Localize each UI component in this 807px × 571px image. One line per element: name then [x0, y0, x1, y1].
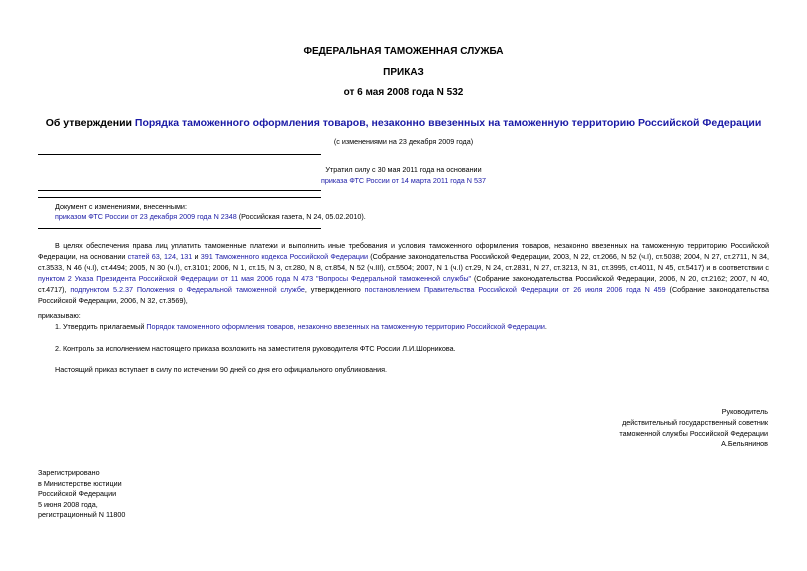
- item-1-suffix: .: [544, 322, 547, 331]
- changes-order-link[interactable]: приказом ФТС России от 23 декабря 2009 года N 2348: [55, 212, 237, 221]
- doc-date-number: от 6 мая 2008 года N 532: [343, 87, 464, 98]
- item-3: Настоящий приказ вступает в силу по истечении 90 дней со дня его официального опубликования.: [55, 365, 388, 374]
- expired-note-link-wrap: [0, 176, 807, 187]
- preamble-text: В целях обеспечения права лиц уплатить таможенные платежи и выполнить иные требования и условия таможенного оформления товаров, незаконно ввезенных на таможенную территорию Российской Федерации, на основании: [38, 241, 769, 261]
- law-link-art131[interactable]: 131: [180, 252, 193, 261]
- item-1-prefix: 1. Утвердить прилагаемый: [55, 322, 147, 331]
- item-1: [55, 322, 547, 332]
- registration-line: Зарегистрировано: [38, 468, 100, 477]
- preamble-text: и: [192, 252, 201, 261]
- law-link-art63[interactable]: статей 63: [127, 252, 160, 261]
- preamble-text: (Собрание законодательства Российской Федерации, 2006, N 20, ст.2162; 2007, N 40, ст.4717),: [38, 274, 769, 294]
- changes-source: (Российская газета, N 24, 05.02.2010).: [236, 212, 366, 221]
- law-link-customs-code[interactable]: 391 Таможенного кодекса Российской Федерации: [200, 252, 369, 261]
- divider: [38, 197, 321, 198]
- signature-rank: действительный государственный советник: [622, 418, 768, 427]
- agency-heading: ФЕДЕРАЛЬНАЯ ТАМОЖЕННАЯ СЛУЖБА: [303, 46, 504, 57]
- law-link-art124[interactable]: 124: [163, 252, 176, 261]
- signature-name: А.Бельянинов: [721, 439, 768, 448]
- divider: [38, 154, 321, 155]
- preamble-text: (Собрание законодательства Российской Федерации, 2006, N 32, ст.3569),: [38, 285, 769, 305]
- law-link-resolution-459[interactable]: постановлением Правительства Российской Федерации от 26 июля 2006 года N 459: [364, 285, 666, 294]
- expired-note-line1: Утратил силу с 30 мая 2011 года на основании: [325, 165, 482, 174]
- changes-label: Документ с изменениями, внесенными:: [55, 202, 187, 211]
- expired-order-link[interactable]: приказа ФТС России от 14 марта 2011 года N 537: [321, 176, 486, 185]
- signature-service: таможенной службы Российской Федерации: [619, 429, 768, 438]
- divider: [38, 190, 321, 191]
- registration-line: Российской Федерации: [38, 489, 117, 498]
- divider: [38, 228, 321, 229]
- changes-line: [55, 212, 366, 222]
- document-title: [0, 117, 807, 129]
- order-word: приказываю:: [38, 311, 81, 320]
- item-2: 2. Контроль за исполнением настоящего приказа возложить на заместителя руководителя ФТС России Л.И.Шорникова.: [55, 344, 456, 353]
- registration-line: в Министерстве юстиции: [38, 479, 122, 488]
- preamble-text: , утвержденного: [304, 285, 365, 294]
- law-link-subclause[interactable]: подпунктом 5.2.37 Положения о Федеральной таможенной службе: [70, 285, 305, 294]
- title-prefix: Об утверждении: [45, 117, 135, 129]
- preamble-text: ,: [175, 252, 181, 261]
- doc-type-heading: ПРИКАЗ: [383, 67, 424, 78]
- signature-title: Руководитель: [721, 407, 768, 416]
- preamble-paragraph: [38, 240, 769, 306]
- title-link[interactable]: Порядка таможенного оформления товаров, незаконно ввезенных на таможенную территорию Российской Федерации: [134, 117, 762, 129]
- law-link-decree-473[interactable]: пунктом 2 Указа Президента Российской Федерации от 11 мая 2006 года N 473 "Вопросы Федеральной таможенной службы": [38, 274, 472, 283]
- registration-date: 5 июня 2008 года,: [38, 500, 98, 509]
- preamble-text: (Собрание законодательства Российской Федерации, 2003, N 22, ст.2066, N 52 (ч.I), ст.5038; 2004, N 27, ст.2711, N 34, ст.3533, N 46 (ч.I), ст.4494; 2005, N 30 (ч.I), ст.3101; 2006, N 1, ст.15, N 3, ст.280, N 8, ст.854, N 52 (ч.III), ст.5504; 2007, N 1 (ч.I) ст.29, N 24, ст.2831, N 27, ст.3213, N 31, ст.3995, ст.4011, N 45, ст.5417) и в соответствии с: [38, 252, 769, 272]
- amended-note: (с изменениями на 23 декабря 2009 года): [333, 137, 474, 146]
- registration-number: регистрационный N 11800: [38, 510, 126, 519]
- preamble-text: ,: [159, 252, 164, 261]
- procedure-link[interactable]: Порядок таможенного оформления товаров, незаконно ввезенных на таможенную территорию Российской Федерации: [146, 322, 545, 331]
